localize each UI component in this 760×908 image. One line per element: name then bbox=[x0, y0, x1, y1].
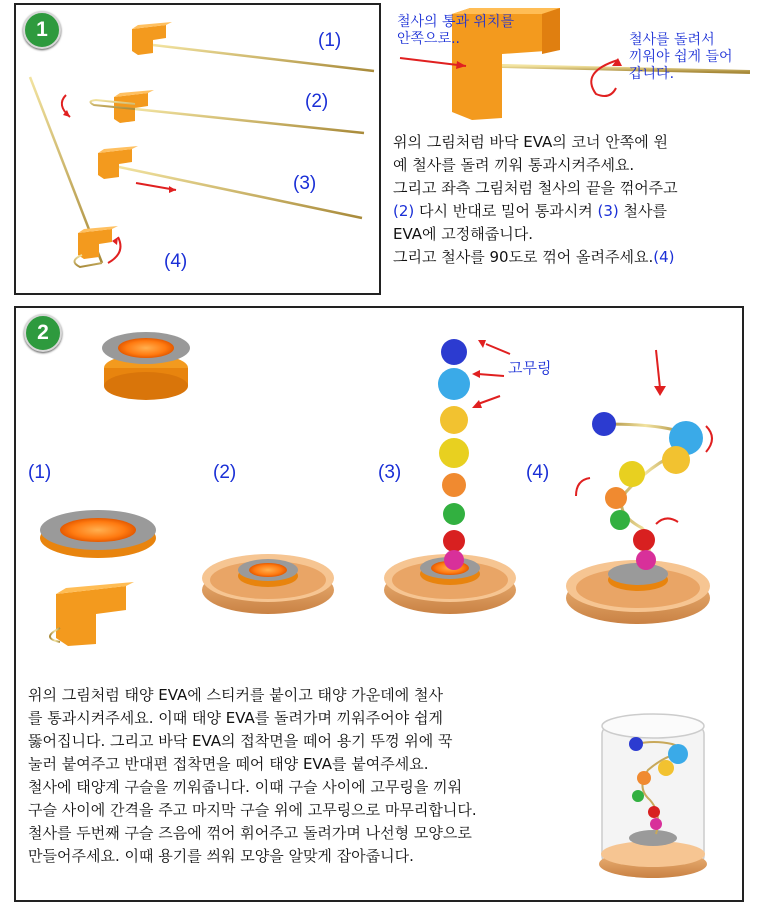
step2-label-2: (2) bbox=[213, 462, 237, 483]
step2-instructions: 위의 그림처럼 태양 EVA에 스티커를 붙이고 태양 가운데에 철사 를 통과시켜주세요. 이때 태양 EVA를 돌려가며 끼워주어야 쉽게 뚫어집니다. 그리고 바닥 EVA의 접착면을 떼어 용기 뚜껑 위에 꾹 눌러 붙여주고 반대편 접착면을 떼어 태양 EVA를 붙여주세요. 철사에 태양계 구슬을 끼워줍니다. 이때 구슬 사이에 고무링을 끼워 구슬 사이에 간격을 주고 마지막 구슬 위에 고무링으로 마무리합니다. 철사를 두번째 구슬 즈음에 꺾어 휘어주고 돌려가며 나선형 모양으로 만들어주세요. 이때 용기를 씌워 모양을 알맞게 잡아줍니다. bbox=[28, 686, 477, 865]
step2-label-4: (4) bbox=[526, 462, 550, 483]
step2-panel bbox=[14, 306, 744, 902]
step1-badge: 1 bbox=[23, 11, 61, 49]
step1-label-3: (3) bbox=[293, 173, 317, 194]
step2-jar-illustration bbox=[599, 714, 707, 878]
step1-callout-left: 철사의 통과 위치를 안쪽으로.. bbox=[397, 14, 515, 47]
step2-label-3: (3) bbox=[378, 462, 402, 483]
step1-callout-right: 철사를 돌려서 끼워야 쉽게 들어 갑니다. bbox=[629, 32, 733, 82]
step2-fig4 bbox=[566, 350, 712, 624]
step2-label-1: (1) bbox=[28, 462, 52, 483]
step1-label-1: (1) bbox=[318, 30, 342, 51]
eva-block-3 bbox=[98, 146, 362, 218]
step2-fig1 bbox=[40, 330, 190, 646]
step2-callout-rubber-ring: 고무링 bbox=[508, 359, 552, 377]
step1-panel bbox=[14, 3, 381, 295]
step1-instructions: 위의 그림처럼 바닥 EVA의 코너 안쪽에 원 예 철사를 돌려 끼워 통과시켜주세요. 그리고 좌측 그림처럼 철사의 끝을 꺾어주고 (2) 다시 반대로 밀어 통과시켜 (3) 철사를 EVA에 고정해줍니다. 그리고 철사를 90도로 꺾어 올려주세요.(4) bbox=[393, 133, 678, 266]
step1-label-4: (4) bbox=[164, 251, 188, 272]
step1-label-2: (2) bbox=[305, 91, 329, 112]
step2-fig3 bbox=[384, 326, 516, 614]
step2-badge: 2 bbox=[24, 314, 62, 352]
